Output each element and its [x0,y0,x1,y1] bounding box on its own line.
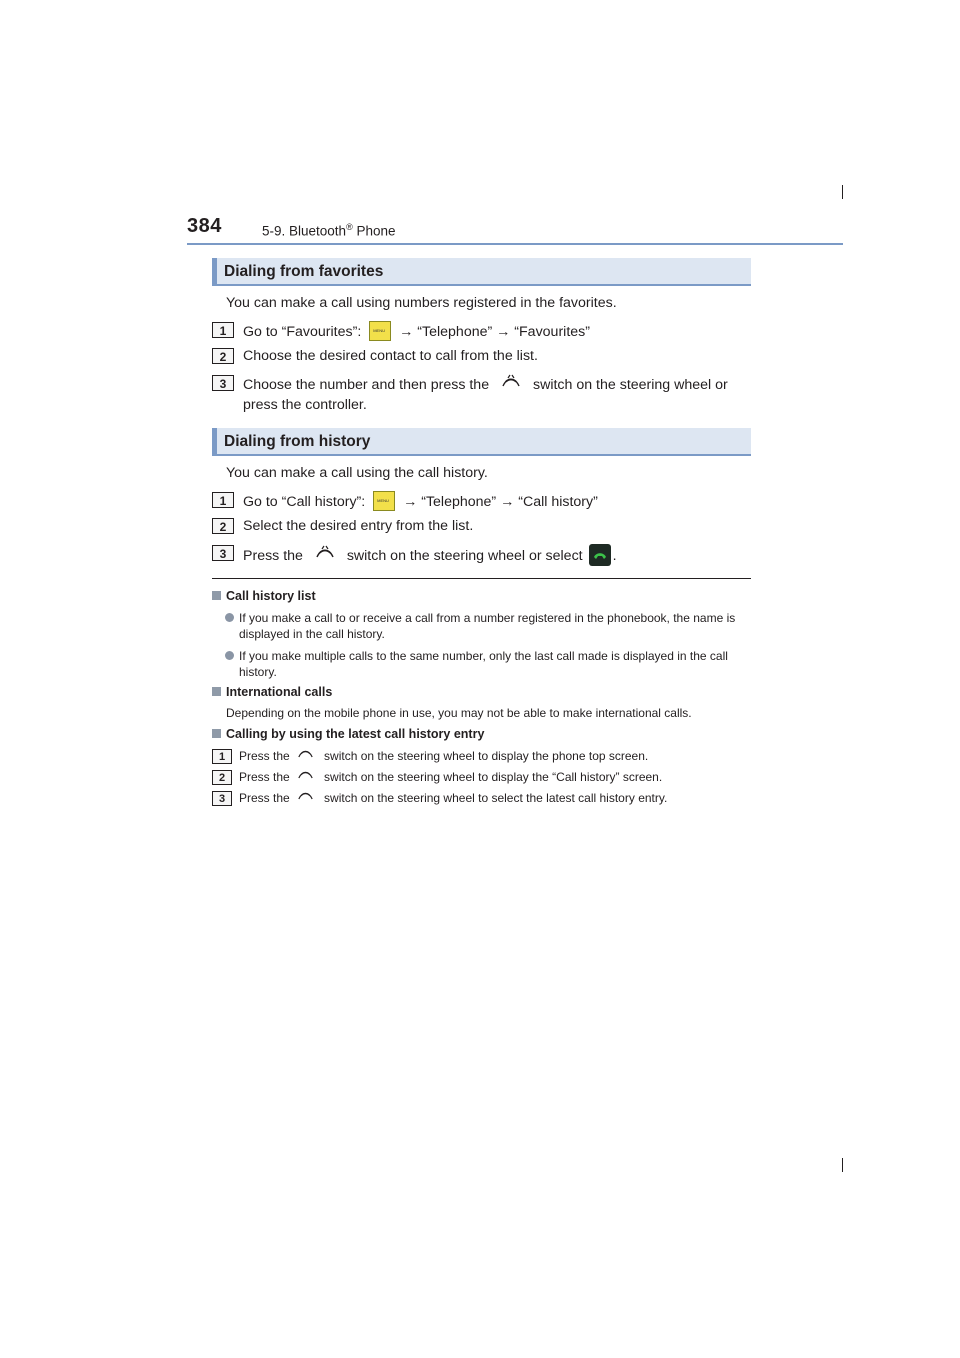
phone-off-hook-icon [297,747,314,762]
divider [212,578,751,579]
history-step-2: Select the desired entry from the list. [243,518,474,534]
step-number: 2 [212,348,234,364]
favorites-step-1: Go to “Favourites”: MENU → “Telephone” → “Favourites” [243,321,590,341]
section-title: Dialing from favorites [224,263,384,280]
section-header-history [212,428,751,456]
menu-button-icon [369,321,391,341]
note-bullet: If you make a call to or receive a call from a number registered in the phonebook, the name is displayed in the call history. [225,610,751,642]
note-heading-international: International calls [212,685,332,699]
history-step-3: Press the switch on the steering wheel or select . [243,544,617,566]
favorites-step-2: Choose the desired contact to call from the list. [243,348,538,364]
step-number: 2 [212,518,234,534]
crop-mark-top [842,185,843,199]
latest-step-3: Press the switch on the steering wheel to select the latest call history entry. [239,791,668,805]
step-number: 3 [212,791,232,806]
phone-off-hook-icon [297,789,314,804]
history-intro: You can make a call using the call history. [226,465,488,481]
phone-off-hook-icon [297,768,314,783]
step-number: 3 [212,545,234,561]
note-heading-latest-entry: Calling by using the latest call history entry [212,727,484,741]
section-header-favorites [212,258,751,286]
call-button-icon [589,544,611,566]
chapter-title: 5-9. Bluetooth® Phone [262,222,396,239]
latest-step-1: Press the switch on the steering wheel to display the phone top screen. [239,749,649,763]
phone-off-hook-icon [501,374,521,392]
history-step-1: Go to “Call history”: MENU → “Telephone” → “Call history” [243,491,598,511]
favorites-step-3-cont: press the controller. [243,397,367,413]
section-title: Dialing from history [224,433,371,450]
step-number: 1 [212,492,234,508]
page-number: 384 [187,215,222,237]
latest-step-2: Press the switch on the steering wheel to display the “Call history” screen. [239,770,663,784]
menu-button-icon [373,491,395,511]
note-heading-call-history-list: Call history list [212,589,316,603]
note-body-international: Depending on the mobile phone in use, you may not be able to make international calls. [226,706,692,720]
step-number: 1 [212,322,234,338]
phone-off-hook-icon [315,545,335,563]
step-number: 1 [212,749,232,764]
step-number: 2 [212,770,232,785]
header-rule [187,243,843,245]
crop-mark-bottom [842,1158,843,1172]
favorites-intro: You can make a call using numbers registered in the favorites. [226,295,617,311]
step-number: 3 [212,375,234,391]
note-bullet: If you make multiple calls to the same number, only the last call made is displayed in the call history. [225,648,751,680]
favorites-step-3: Choose the number and then press the switch on the steering wheel or [243,374,728,393]
